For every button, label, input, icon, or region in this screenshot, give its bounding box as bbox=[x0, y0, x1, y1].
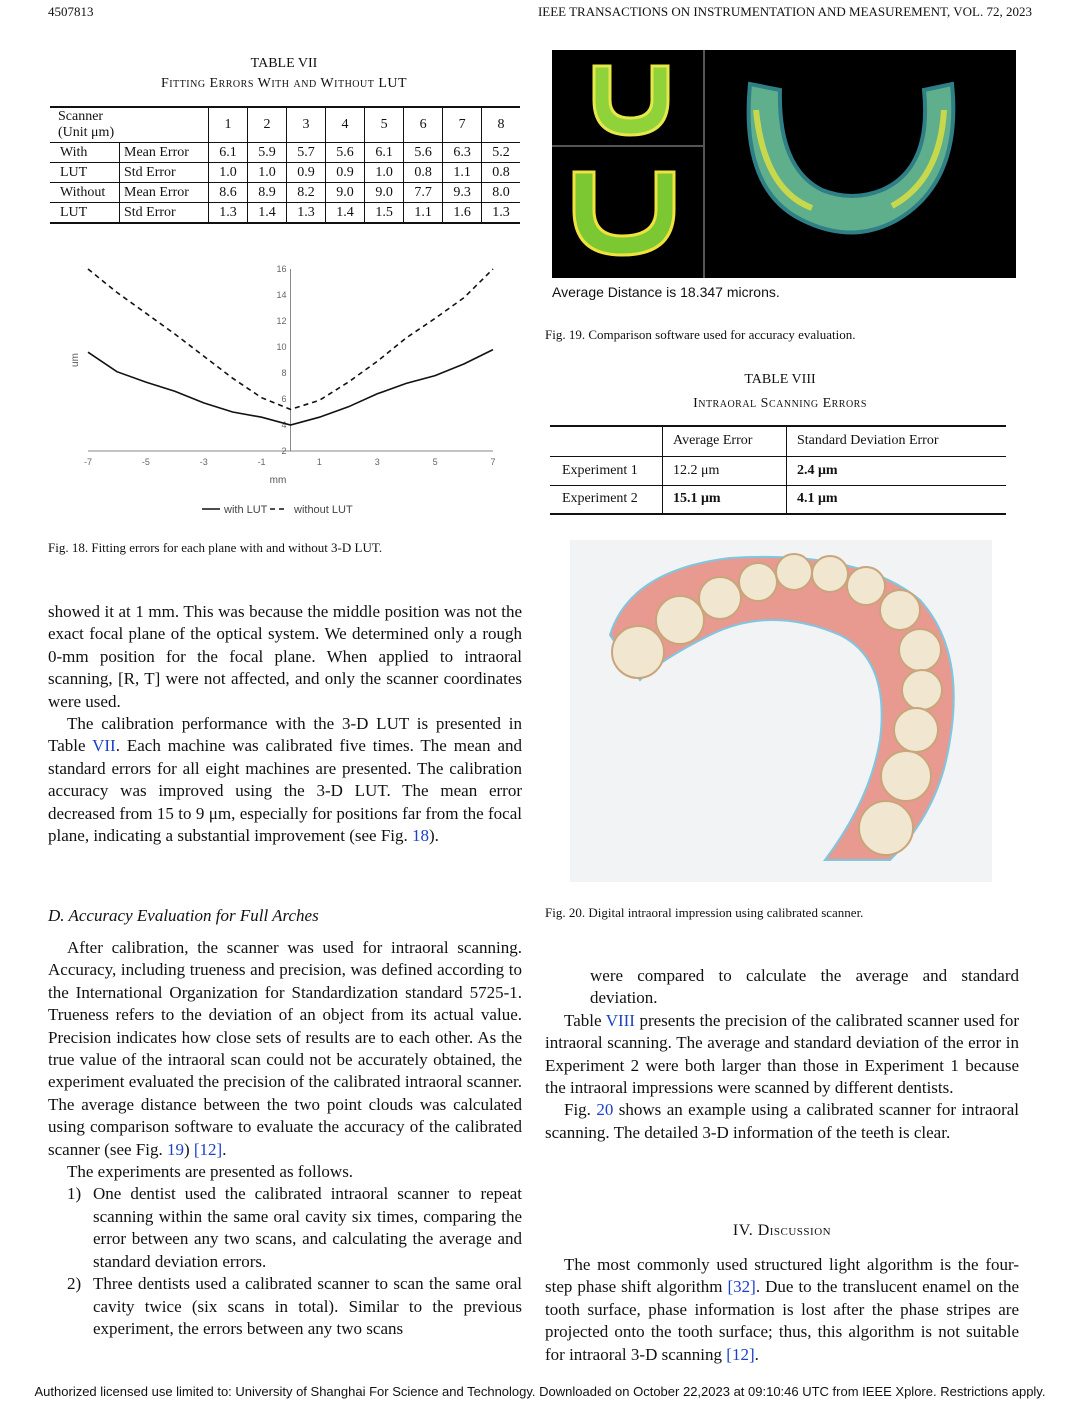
table7-header-machine: 5 bbox=[365, 107, 404, 143]
y-tick-label: 10 bbox=[276, 342, 287, 352]
comparison-software-render bbox=[552, 50, 1016, 278]
x-tick-label: 3 bbox=[374, 457, 380, 467]
table7-group: With bbox=[50, 143, 120, 163]
text-run: Fig. bbox=[564, 1100, 597, 1120]
figure-ref-link[interactable]: 19 bbox=[166, 1139, 184, 1159]
table7-header-machine: 7 bbox=[443, 107, 482, 143]
text-run: . Due to the translucent enamel on the tooth surface, phase information is lost after the phase stripes are projected onto the tooth surface; thus, this algorithm is not suitable for intraoral 3-D scanning bbox=[545, 1277, 1020, 1364]
table8-header-std: Standard Deviation Error bbox=[797, 433, 939, 449]
fig19-average-distance: Average Distance is 18.347 microns. bbox=[552, 284, 780, 300]
y-tick-label: 2 bbox=[281, 446, 287, 456]
table7-cell: 1.3 bbox=[492, 204, 510, 220]
x-axis-label: mm bbox=[269, 475, 287, 486]
y-tick-label: 14 bbox=[276, 290, 287, 300]
y-tick-label: 4 bbox=[281, 420, 287, 430]
table7-cell: 6.3 bbox=[443, 143, 482, 163]
table8-cell-std: 4.1 μm bbox=[797, 491, 838, 507]
running-header: IEEE TRANSACTIONS ON INSTRUMENTATION AND MEASUREMENT, VOL. 72, 2023 bbox=[537, 4, 1032, 19]
figure-ref-link[interactable]: 18 bbox=[412, 826, 429, 846]
table7-cell: 0.9 bbox=[287, 163, 326, 183]
table7-cell: 1.1 bbox=[404, 203, 443, 224]
list-item bbox=[48, 1273, 522, 1340]
table7-group: LUT bbox=[50, 203, 120, 224]
table7-cell: 6.1 bbox=[365, 143, 404, 163]
x-tick-label: 1 bbox=[316, 457, 322, 467]
citation-link[interactable]: [12] bbox=[193, 1139, 223, 1159]
x-tick-label: 7 bbox=[490, 457, 496, 467]
text-run: The most commonly used structured light algorithm is the four-step phase shift algorithm bbox=[545, 1255, 1019, 1297]
section-heading-d: D. Accuracy Evaluation for Full Arches bbox=[48, 906, 319, 925]
table7-header-machine: 3 bbox=[287, 107, 326, 143]
dental-arch-scan bbox=[570, 540, 992, 882]
table8 bbox=[550, 425, 1006, 515]
fig19-caption: Fig. 19. Comparison software used for accuracy evaluation. bbox=[545, 327, 856, 342]
table8-cell-avg: 15.1 μm bbox=[663, 485, 787, 514]
table8-row-name: Experiment 1 bbox=[550, 456, 663, 485]
table8-title: Intraoral Scanning Errors bbox=[693, 396, 867, 411]
legend-label-without-lut: without LUT bbox=[294, 504, 353, 516]
x-tick-label: -3 bbox=[199, 457, 208, 467]
text-run: shows an example using a calibrated scanner for intraoral scanning. The detailed 3-D information of the teeth is clear. bbox=[545, 1100, 1019, 1142]
table7-cell: 1.5 bbox=[365, 203, 404, 224]
table7-row bbox=[50, 183, 520, 203]
footer-license: Authorized licensed use limited to: University of Shanghai For Science and Technology. Downloaded on October 22,2023 at 09:10:46 UTC from IEEE Xplore. Restrictions apply. bbox=[34, 1384, 1046, 1399]
table7-header-machine: 6 bbox=[404, 107, 443, 143]
table7-cell: 1.3 bbox=[209, 203, 248, 224]
x-tick-label: -1 bbox=[257, 457, 266, 467]
paragraph bbox=[545, 1010, 1019, 1100]
text-run: The calibration performance with the 3-D LUT is presented in Table bbox=[48, 714, 522, 756]
table8-row-name: Experiment 2 bbox=[550, 485, 663, 514]
table7-header-machine: 8 bbox=[497, 117, 505, 132]
legend-label-with-lut: with LUT bbox=[224, 504, 268, 516]
table7-cell: 8.2 bbox=[287, 183, 326, 203]
table7-row bbox=[50, 203, 520, 224]
fig18-chart bbox=[48, 255, 520, 530]
table-ref-link[interactable]: VIII bbox=[605, 1010, 635, 1030]
table7-cell: 5.9 bbox=[248, 143, 287, 163]
table7-cell: 0.9 bbox=[326, 163, 365, 183]
table7-cell: 7.7 bbox=[404, 183, 443, 203]
paragraph: showed it at 1 mm. This was because the middle position was not the exact focal plane of the optical system. We determined only a rough 0-mm position for the focal plane. When applied to intraoral scanning, [R, T] were not affected, and only the scanner coordinates were used. bbox=[48, 602, 522, 711]
table7-row bbox=[50, 143, 520, 163]
list-number: 2) bbox=[67, 1274, 82, 1294]
fig18-caption: Fig. 18. Fitting errors for each plane with and without 3-D LUT. bbox=[48, 540, 383, 555]
right-column-text bbox=[545, 965, 1019, 1144]
table7-cell: 1.3 bbox=[287, 203, 326, 224]
table7-cell: 1.0 bbox=[209, 163, 248, 183]
text-run: presents the precision of the calibrated scanner used for intraoral scanning. The average and standard deviation of the error in Experiment 2 were both larger than those in Experiment 1 because the intraoral impressions were scanned by different dentists. bbox=[545, 1010, 1019, 1098]
table7-cell: 8.6 bbox=[209, 183, 248, 203]
y-axis-label: um bbox=[70, 353, 81, 367]
list-text: Three dentists used a calibrated scanner to scan the same oral cavity twice (six scans in total). Similar to the previous experiment, the errors between any two scans bbox=[93, 1274, 522, 1338]
paragraph bbox=[48, 937, 522, 1161]
table7-group: LUT bbox=[50, 163, 120, 183]
table7-metric: Std Error bbox=[120, 203, 209, 224]
table7-group: Without bbox=[50, 183, 120, 203]
table7-cell: 8.0 bbox=[492, 184, 510, 200]
text-run: ) bbox=[183, 1139, 194, 1159]
table8-cell-avg: 12.2 μm bbox=[663, 456, 787, 485]
paragraph: The experiments are presented as follows. bbox=[67, 1162, 354, 1182]
table7-cell: 5.6 bbox=[326, 143, 365, 163]
table7-cell: 1.6 bbox=[443, 203, 482, 224]
table7-cell: 9.3 bbox=[443, 183, 482, 203]
table-ref-link[interactable]: VII bbox=[92, 736, 116, 756]
fig20-caption: Fig. 20. Digital intraoral impression using calibrated scanner. bbox=[545, 905, 864, 920]
x-tick-label: -5 bbox=[141, 457, 150, 467]
table7-cell: 5.6 bbox=[404, 143, 443, 163]
table8-label: TABLE VIII bbox=[744, 372, 816, 387]
fig20-image bbox=[570, 540, 992, 882]
table7-metric: Mean Error bbox=[120, 143, 209, 163]
text-run: . bbox=[754, 1344, 759, 1364]
y-tick-label: 6 bbox=[281, 394, 287, 404]
table7-cell: 8.9 bbox=[248, 183, 287, 203]
header-unit-text: (Unit μm) bbox=[58, 125, 115, 140]
y-tick-label: 12 bbox=[276, 316, 287, 326]
table7-metric: Mean Error bbox=[120, 183, 209, 203]
table7-header-machine: 2 bbox=[248, 107, 287, 143]
right-column-text-2 bbox=[545, 1254, 1019, 1366]
table7-cell: 1.1 bbox=[443, 163, 482, 183]
table7-cell: 1.4 bbox=[248, 203, 287, 224]
text-run: . Each machine was calibrated five times. The mean and standard errors for all eight machines are presented. The calibration accuracy was improved using the 3-D LUT. The mean error decreased from 15 to 9 μm, especially for positions far from the focal plane, indicating a substantial improvement (see Fig. bbox=[48, 736, 522, 846]
table7-title: Fitting Errors With and Without LUT bbox=[160, 76, 408, 91]
x-tick-label: 5 bbox=[432, 457, 438, 467]
table8-header-avg: Average Error bbox=[663, 426, 787, 456]
list-text: One dentist used the calibrated intraoral scanner to repeat scanning within the same oral cavity six times, comparing the error between any two scans, and calculating the average and standard deviation errors. bbox=[93, 1184, 522, 1271]
table8-cell-std: 2.4 μm bbox=[797, 462, 838, 478]
table7-cell: 1.0 bbox=[248, 163, 287, 183]
table7-cell: 0.8 bbox=[492, 164, 510, 180]
table7-cell: 5.7 bbox=[287, 143, 326, 163]
text-run: ). bbox=[429, 826, 439, 846]
list-number: 1) bbox=[67, 1184, 82, 1204]
header-scanner-text: Scanner bbox=[58, 109, 104, 124]
table8-header-empty bbox=[550, 426, 663, 456]
table7-label: TABLE VII bbox=[250, 56, 318, 71]
paragraph bbox=[48, 713, 522, 847]
table7 bbox=[50, 106, 520, 224]
table7-cell: 5.2 bbox=[492, 144, 510, 160]
section-heading-iv: IV. Discussion bbox=[732, 1222, 832, 1239]
text-run: Table bbox=[564, 1010, 606, 1030]
x-tick-label: -7 bbox=[83, 457, 93, 467]
table7-metric: Std Error bbox=[120, 163, 209, 183]
fig19-image bbox=[552, 50, 1016, 278]
table7-cell: 1.0 bbox=[365, 163, 404, 183]
paragraph: were compared to calculate the average and standard deviation. bbox=[590, 966, 1019, 1008]
citation-link[interactable]: [12] bbox=[726, 1344, 755, 1364]
y-tick-label: 16 bbox=[276, 264, 287, 274]
y-tick-label: 8 bbox=[281, 368, 287, 378]
paragraph bbox=[545, 1099, 1019, 1144]
text-run: After calibration, the scanner was used for intraoral scanning. Accuracy, including trueness and precision, was defined according to the International Organization for Standardization standard 5725-1. Trueness refers to the deviation of an object from its actual value. Precision indicates how close sets of results are to each other. As the true value of the intraoral scan could not be accurately obtained, the experiment evaluated the precision of the calibrated intraoral scanner. The average distance between the two point clouds was calculated using comparison software to evaluate the accuracy of the calibrated scanner (see Fig. bbox=[48, 938, 522, 1159]
table8-row bbox=[550, 456, 1006, 485]
table7-header-machine: 1 bbox=[209, 107, 248, 143]
table7-cell: 9.0 bbox=[326, 183, 365, 203]
table8-row bbox=[550, 485, 1006, 514]
left-column-text-2 bbox=[48, 937, 522, 1340]
figure-ref-link[interactable]: 20 bbox=[596, 1100, 614, 1120]
table7-row bbox=[50, 163, 520, 183]
citation-link[interactable]: [32] bbox=[727, 1277, 756, 1297]
text-run: . bbox=[222, 1139, 227, 1159]
paragraph bbox=[545, 1254, 1019, 1366]
table7-cell: 6.1 bbox=[209, 143, 248, 163]
left-column-text bbox=[48, 601, 522, 847]
table7-header-machine: 4 bbox=[326, 107, 365, 143]
table7-cell: 1.4 bbox=[326, 203, 365, 224]
table7-cell: 0.8 bbox=[404, 163, 443, 183]
table7-header-row bbox=[50, 107, 520, 143]
list-item bbox=[48, 1183, 522, 1273]
experiment-list bbox=[48, 1183, 522, 1340]
page-number: 4507813 bbox=[48, 4, 94, 19]
table7-header-scanner bbox=[50, 107, 209, 143]
table7-cell: 9.0 bbox=[365, 183, 404, 203]
